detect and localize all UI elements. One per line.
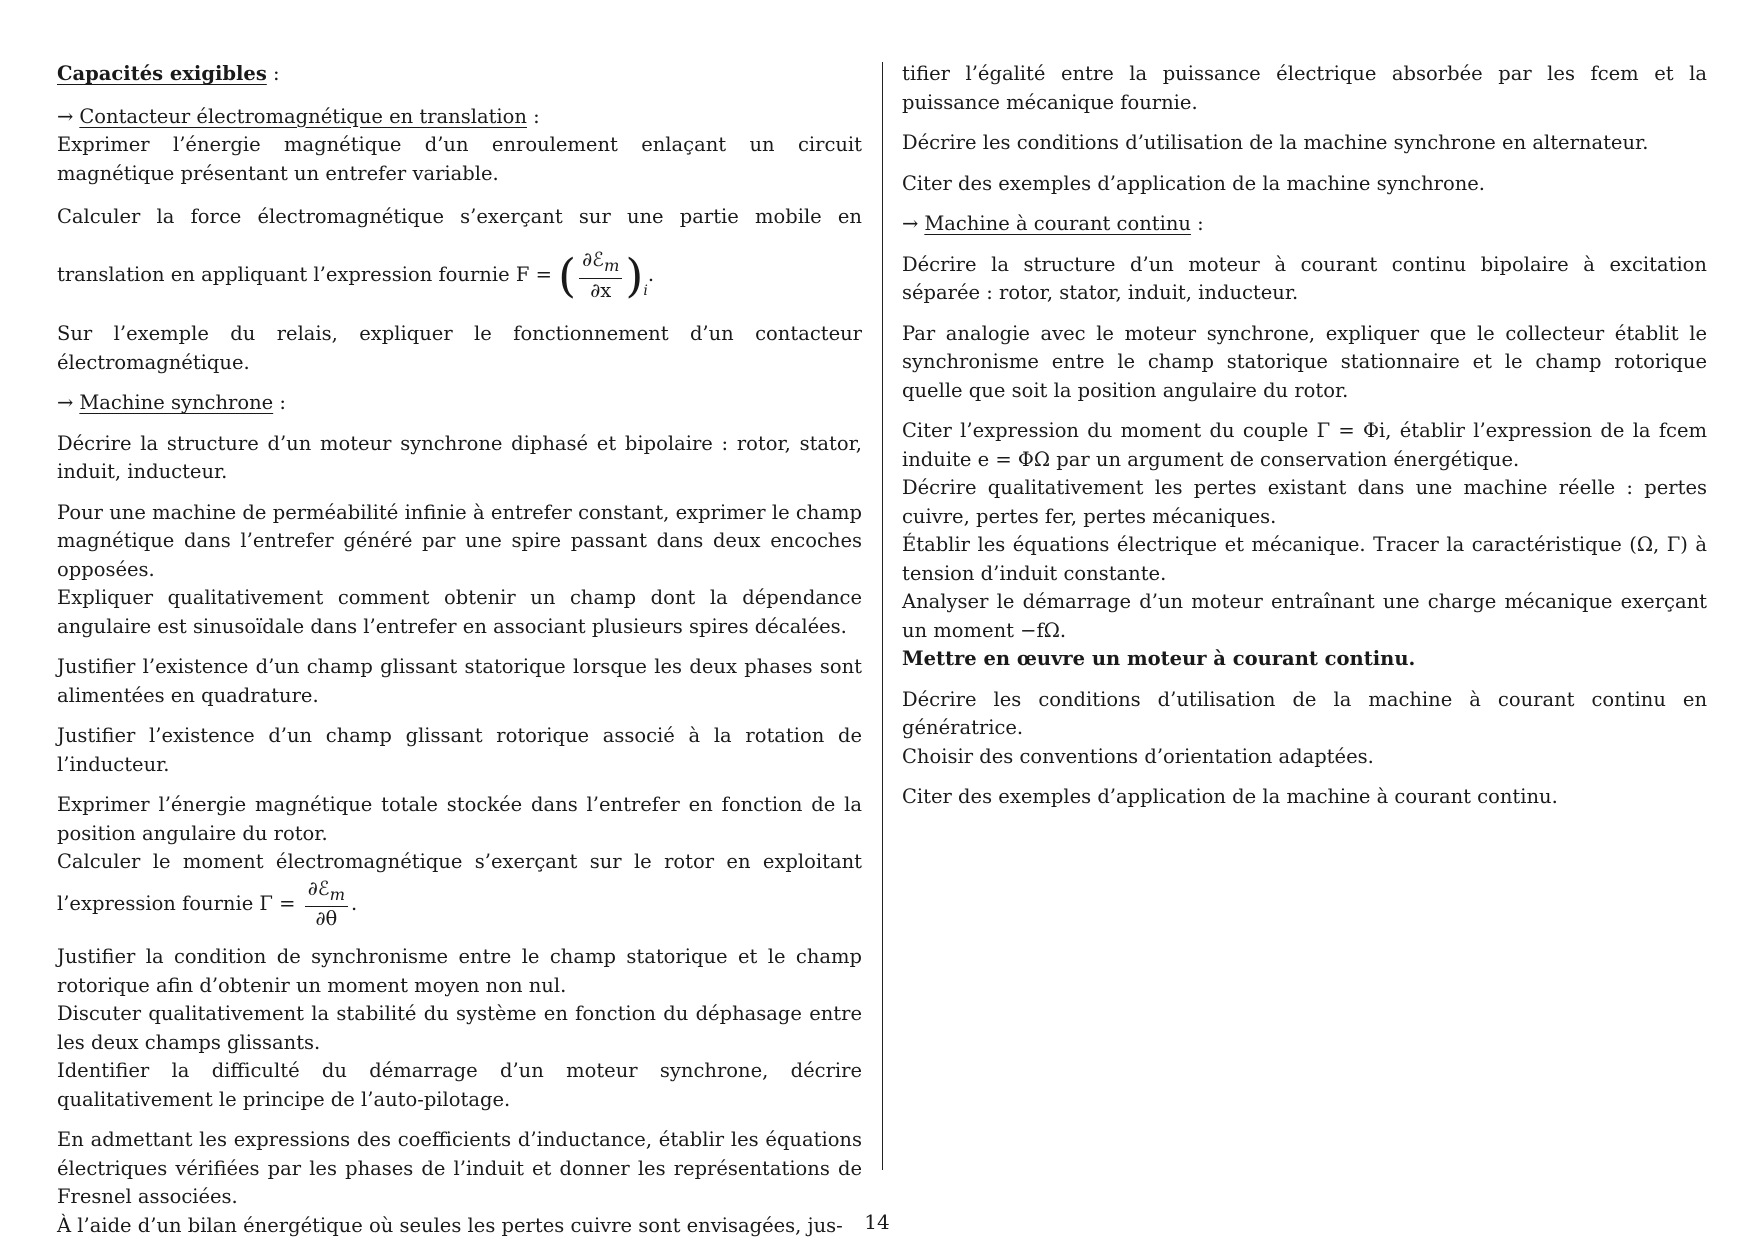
- fraction: $\frac{\partial ℰ_m}{\partial\theta}$: [305, 877, 348, 932]
- right-column: [902, 60, 1707, 824]
- paragraph: tifier l’égalité entre la puissance électrique absorbée par les fcem et la puissance mécanique fournie.: [902, 62, 1707, 114]
- paragraph: À l’aide d’un bilan énergétique où seules les pertes cuivre sont envisagées, jus-: [57, 1213, 843, 1237]
- paragraph-force-formula: Calculer la force électromagnétique s’exerçant sur une partie mobile en translation en appliquant l’expression fournie F = ( $\frac{\partial ℰ_m}{\partial x}$ )$_i$.: [57, 205, 862, 303]
- paragraph: Décrire qualitativement les pertes existant dans une machine réelle : pertes cuivre, pertes fer, pertes mécaniques.: [902, 476, 1707, 528]
- paragraph: Décrire les conditions d’utilisation de la machine synchrone en alternateur.: [902, 131, 1649, 154]
- paragraph: Justifier l’existence d’un champ glissant rotorique associé à la rotation de l’inducteur.: [57, 724, 862, 776]
- bold-objective: Mettre en œuvre un moteur à courant continu.: [902, 647, 1416, 670]
- subsection-title-machine-courant-continu: → Machine à courant continu :: [902, 212, 1204, 235]
- paragraph: Par analogie avec le moteur synchrone, expliquer que le collecteur établit le synchronisme entre le champ statorique stationnaire et le champ rotorique quelle que soit la position angulaire du rotor.: [902, 321, 1707, 402]
- paragraph: Exprimer l’énergie magnétique d’un enroulement enlaçant un circuit magnétique présentant un entrefer variable.: [57, 133, 862, 185]
- paragraph: Choisir des conventions d’orientation adaptées.: [902, 744, 1374, 768]
- paren-close: ): [625, 248, 644, 303]
- paragraph: Citer des exemples d’application de la machine à courant continu.: [902, 785, 1558, 808]
- paragraph: Décrire la structure d’un moteur à courant continu bipolaire à excitation séparée : rotor, stator, induit, inducteur.: [902, 252, 1707, 304]
- page-number: 14: [864, 1210, 890, 1234]
- paragraph: Décrire la structure d’un moteur synchrone diphasé et bipolaire : rotor, stator, induit, inducteur.: [57, 431, 862, 483]
- column-divider: [882, 62, 883, 1170]
- paragraph: Citer l’expression du moment du couple Γ = Φi, établir l’expression de la fcem induite e = ΦΩ par un argument de conservation énergétique.: [902, 419, 1707, 471]
- left-column: [57, 60, 862, 1240]
- paragraph: En admettant les expressions des coefficients d’inductance, établir les équations électriques vérifiées par les phases de l’induit et donner les représentations de Fresnel associées.: [57, 1128, 862, 1209]
- fraction: $\frac{\partial ℰ_m}{\partial x}$: [579, 248, 622, 303]
- paren-open: (: [558, 248, 577, 303]
- paragraph: Analyser le démarrage d’un moteur entraînant une charge mécanique exerçant un moment −fΩ.: [902, 590, 1707, 642]
- paragraph: Expliquer qualitativement comment obtenir un champ dont la dépendance angulaire est sinusoïdale dans l’entrefer en associant plusieurs spires décalées.: [57, 586, 862, 638]
- arrow-icon: →: [57, 391, 74, 414]
- paragraph: Citer des exemples d’application de la machine synchrone.: [902, 171, 1486, 195]
- paragraph: Exprimer l’énergie magnétique totale stockée dans l’entrefer en fonction de la position angulaire du rotor.: [57, 793, 862, 845]
- arrow-icon: →: [57, 104, 74, 128]
- paragraph: Discuter qualitativement la stabilité du système en fonction du déphasage entre les deux champs glissants.: [57, 1002, 862, 1054]
- subsection-title-contacteur: → Contacteur électromagnétique en translation :: [57, 104, 540, 128]
- section-heading: Capacités exigibles :: [57, 62, 280, 85]
- subsection-title-machine-synchrone: → Machine synchrone :: [57, 391, 286, 414]
- paragraph-moment-formula: Calculer le moment électromagnétique s’exerçant sur le rotor en exploitant l’expression fournie Γ = $\frac{\partial ℰ_m}{\partial\theta}$ .: [57, 850, 862, 931]
- paragraph: Justifier la condition de synchronisme entre le champ statorique et le champ rotorique afin d’obtenir un moment moyen non nul.: [57, 945, 862, 997]
- paragraph: Décrire les conditions d’utilisation de la machine à courant continu en génératrice.: [902, 687, 1707, 739]
- paragraph: Justifier l’existence d’un champ glissant statorique lorsque les deux phases sont alimentées en quadrature.: [57, 655, 862, 707]
- paragraph: Identifier la difficulté du démarrage d’un moteur synchrone, décrire qualitativement le principe de l’auto-pilotage.: [57, 1059, 862, 1111]
- paragraph: Établir les équations électrique et mécanique. Tracer la caractéristique (Ω, Γ) à tension d’induit constante.: [902, 533, 1707, 585]
- arrow-icon: →: [902, 212, 919, 235]
- paragraph: Pour une machine de perméabilité infinie à entrefer constant, exprimer le champ magnétique dans l’entrefer généré par une spire passant dans deux encoches opposées.: [57, 500, 862, 581]
- paragraph: Sur l’exemple du relais, expliquer le fonctionnement d’un contacteur électromagnétique.: [57, 322, 862, 374]
